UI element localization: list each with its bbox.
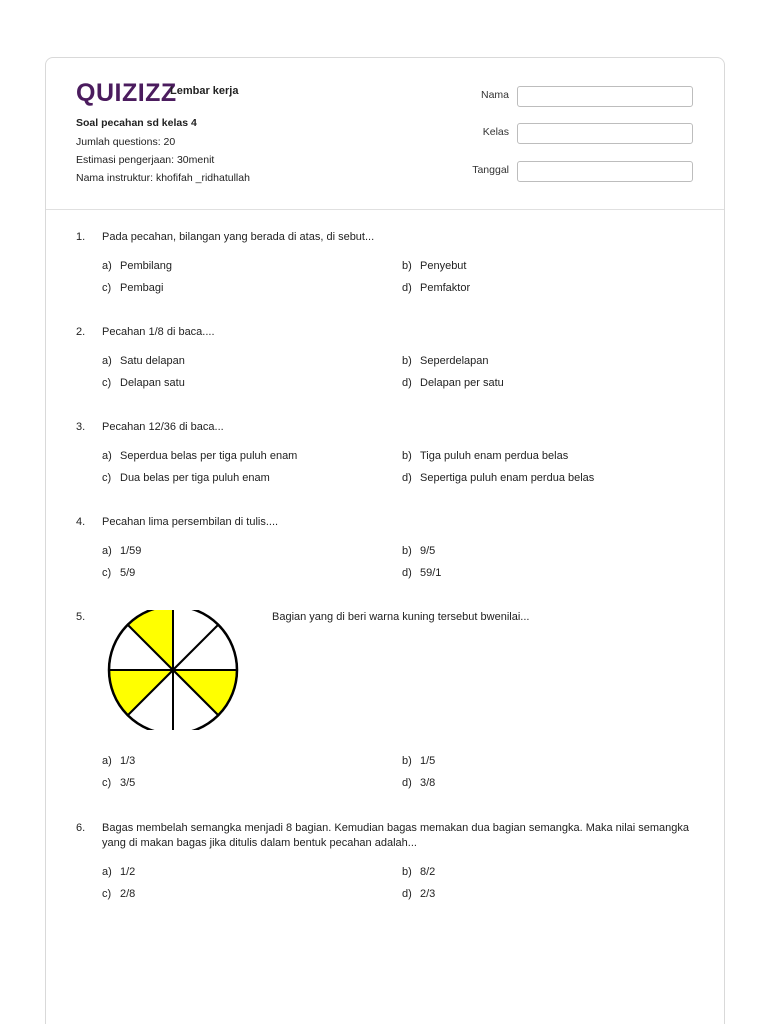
question-text: Pecahan lima persembilan di tulis.... bbox=[102, 516, 279, 528]
worksheet-header bbox=[46, 58, 724, 210]
option-b: b) 9/5 bbox=[402, 545, 436, 557]
option-b: b) Penyebut bbox=[402, 260, 467, 272]
quizizz-logo: QUIZIZZ bbox=[76, 79, 177, 107]
question-number: 2. bbox=[76, 326, 86, 338]
option-c: c) 5/9 bbox=[102, 567, 136, 579]
option-c: c) 3/5 bbox=[102, 777, 136, 789]
worksheet bbox=[45, 57, 725, 1024]
question-text: Bagas membelah semangka menjadi 8 bagian. Kemudian bagas memakan dua bagian semangka. Maka nilai semangka yang di makan bagas jika ditulis dalam bentuk pecahan adalah... bbox=[102, 822, 690, 849]
question-number: 4. bbox=[76, 516, 86, 528]
tanggal-label: Tanggal bbox=[472, 164, 509, 176]
option-a: a) 1/59 bbox=[102, 545, 142, 557]
option-d: d) Delapan per satu bbox=[402, 377, 504, 389]
option-c: c) Delapan satu bbox=[102, 377, 185, 389]
question-text: Pecahan 12/36 di baca... bbox=[102, 421, 224, 433]
question-text: Pada pecahan, bilangan yang berada di atas, di sebut... bbox=[102, 231, 375, 243]
option-b: b) 8/2 bbox=[402, 866, 436, 878]
nama-label: Nama bbox=[480, 89, 509, 101]
tanggal-field[interactable] bbox=[517, 161, 693, 182]
option-c: c) 2/8 bbox=[102, 888, 136, 900]
question-number: 6. bbox=[76, 822, 86, 834]
question-number: 5. bbox=[76, 611, 86, 623]
option-b: b) 1/5 bbox=[402, 755, 436, 767]
question-text: Pecahan 1/8 di baca.... bbox=[102, 326, 215, 338]
option-d: d) 3/8 bbox=[402, 777, 436, 789]
option-d: d) Sepertiga puluh enam perdua belas bbox=[402, 472, 595, 484]
worksheet-subtitle: Lembar kerja bbox=[170, 85, 239, 97]
kelas-label: Kelas bbox=[482, 126, 509, 138]
option-c: c) Pembagi bbox=[102, 282, 164, 294]
option-a: a) 1/3 bbox=[102, 755, 136, 767]
question-count: Jumlah questions: 20 bbox=[76, 136, 176, 148]
option-a: a) Satu delapan bbox=[102, 355, 185, 367]
question-number: 3. bbox=[76, 421, 86, 433]
option-a: a) 1/2 bbox=[102, 866, 136, 878]
question-number: 1. bbox=[76, 231, 86, 243]
instructor-name: Nama instruktur: khofifah _ridhatullah bbox=[76, 172, 250, 184]
estimated-time: Estimasi pengerjaan: 30menit bbox=[76, 154, 215, 166]
option-a: a) Pembilang bbox=[102, 260, 172, 272]
kelas-field[interactable] bbox=[517, 123, 693, 144]
fraction-pie-image bbox=[106, 610, 241, 730]
option-d: d) Pemfaktor bbox=[402, 282, 471, 294]
question-text: Bagian yang di beri warna kuning tersebut bwenilai... bbox=[272, 611, 530, 623]
option-a: a) Seperdua belas per tiga puluh enam bbox=[102, 450, 298, 462]
nama-field[interactable] bbox=[517, 86, 693, 107]
option-d: d) 59/1 bbox=[402, 567, 442, 579]
option-b: b) Seperdelapan bbox=[402, 355, 489, 367]
option-d: d) 2/3 bbox=[402, 888, 436, 900]
worksheet-title: Soal pecahan sd kelas 4 bbox=[76, 117, 197, 129]
option-c: c) Dua belas per tiga puluh enam bbox=[102, 472, 270, 484]
option-b: b) Tiga puluh enam perdua belas bbox=[402, 450, 569, 462]
